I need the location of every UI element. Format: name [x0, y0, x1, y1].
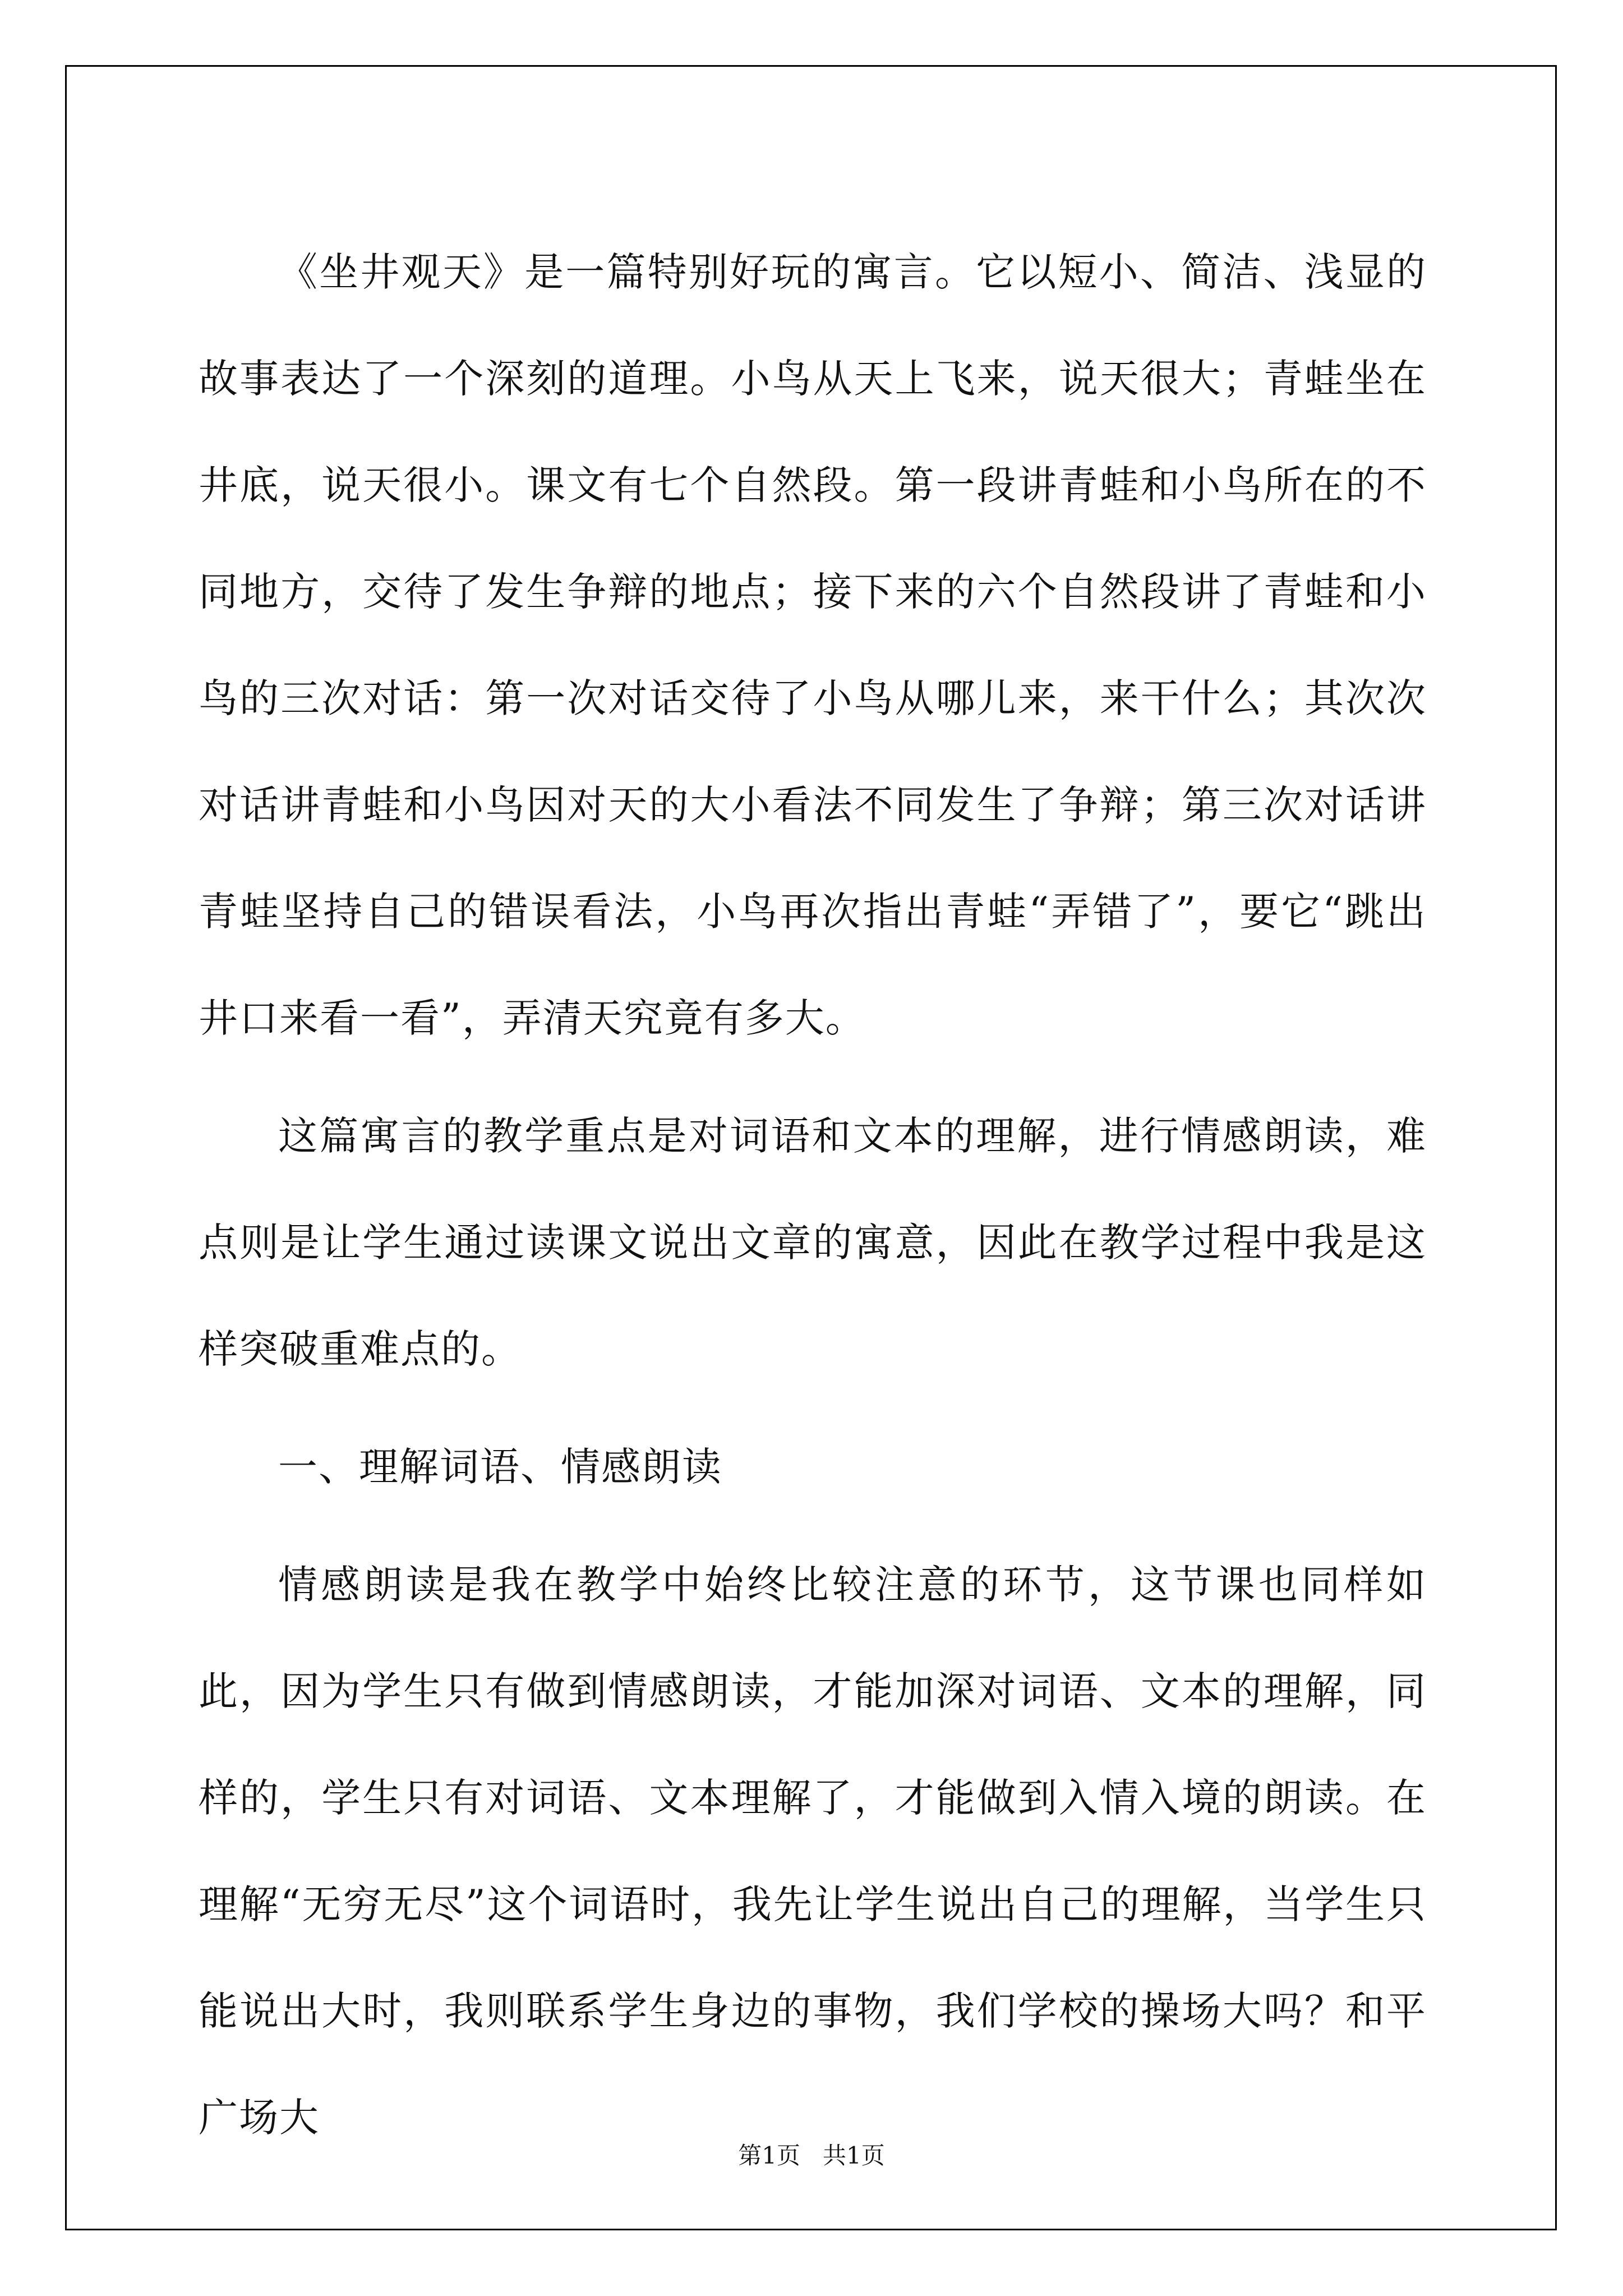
paragraph-story-summary: 《坐井观天》是一篇特别好玩的寓言。它以短小、简洁、浅显的故事表达了一个深刻的道理。小鸟从天上飞来，说天很大；青蛙坐在井底，说天很小。课文有七个自然段。第一段讲青蛙和小鸟所在的不同地方，交待了发生争辩的地点；接下来的六个自然段讲了青蛙和小鸟的三次对话：第一次对话交待了小鸟从哪儿来，来干什么；其次次对话讲青蛙和小鸟因对天的大小看法不同发生了争辩；第三次对话讲青蛙坚持自己的错误看法，小鸟再次指出青蛙“弄错了”，要它“跳出井口来看一看”，弄清天究竟有多大。	[199, 249, 1427, 1041]
paragraph-teaching-focus: 这篇寓言的教学重点是对词语和文本的理解，进行情感朗读，难点则是让学生通过读课文说出文章的寓意，因此在教学过程中我是这样突破重难点的。	[199, 1113, 1427, 1372]
page-number: 第1页 共1页	[738, 2142, 885, 2169]
paragraph-emotional-reading: 情感朗读是我在教学中始终比较注意的环节，这节课也同样如此，因为学生只有做到情感朗读，才能加深对词语、文本的理解，同样的，学生只有对词语、文本理解了，才能做到入情入境的朗读。在理解“无穷无尽”这个词语时，我先让学生说出自己的理解，当学生只能说出大时，我则联系学生身边的事物，我们学校的操场大吗？和平广场大	[199, 1562, 1427, 2141]
section-heading: 一、理解词语、情感朗读	[278, 1444, 722, 1490]
document-body	[199, 219, 1427, 2182]
